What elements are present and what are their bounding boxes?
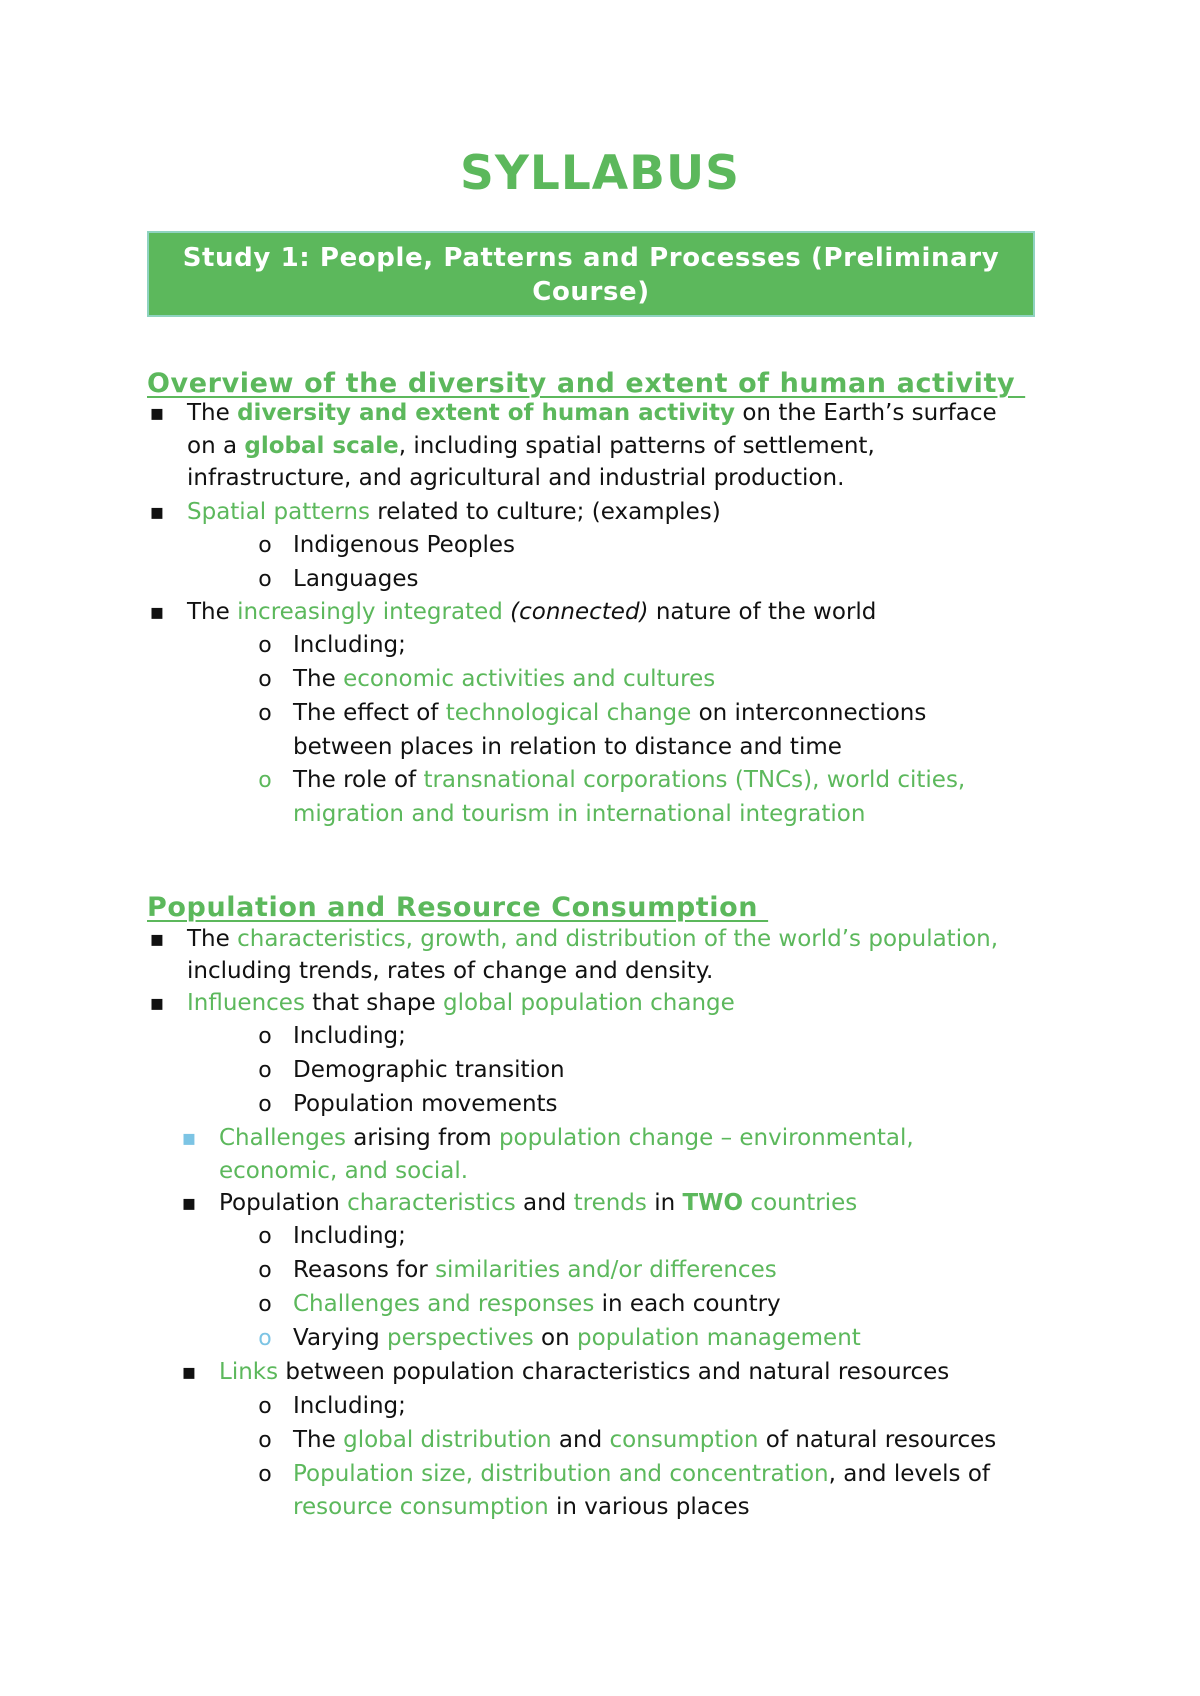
- sub-list-item: o The economic activities and cultures: [293, 663, 715, 696]
- list-item-continuation: including trends, rates of change and density.: [187, 958, 714, 984]
- list-item: ▪ Links between population characteristics and natural resources: [219, 1356, 949, 1389]
- square-bullet-icon: [149, 397, 165, 431]
- sub-list-item-continuation: between places in relation to distance and time: [293, 734, 842, 760]
- circle-bullet-icon: o: [258, 1428, 272, 1453]
- list-item: ▪ Population characteristics and trends in TWO countries: [219, 1187, 857, 1220]
- list-item: ▪ Spatial patterns related to culture; (examples): [187, 496, 721, 529]
- sub-list-item: o Including;: [293, 629, 406, 662]
- page-title: SYLLABUS: [460, 146, 740, 201]
- sub-list-item: o The role of transnational corporations (TNCs), world cities,: [293, 764, 965, 797]
- sub-list-item: o Including;: [293, 1390, 406, 1423]
- sub-list-item: o Population size, distribution and concentration, and levels of: [293, 1458, 990, 1491]
- sub-list-item: o Including;: [293, 1020, 406, 1053]
- list-item: ▪ Challenges arising from population change – environmental,: [219, 1122, 914, 1155]
- list-item: ▪ The characteristics, growth, and distribution of the world’s population,: [187, 923, 998, 956]
- circle-bullet-icon: o: [258, 1394, 272, 1419]
- sub-list-item: o Languages: [293, 563, 419, 596]
- list-item-continuation: economic, and social.: [219, 1158, 469, 1184]
- circle-bullet-icon: o: [258, 1326, 272, 1351]
- list-item: ▪ The increasingly integrated (connected) nature of the world: [187, 596, 876, 629]
- sub-list-item: o Indigenous Peoples: [293, 529, 515, 562]
- list-item-continuation: on a global scale, including spatial patterns of settlement,: [187, 433, 875, 459]
- list-item: ▪ The diversity and extent of human activity on the Earth’s surface: [187, 397, 997, 430]
- list-item-continuation: infrastructure, and agricultural and industrial production.: [187, 465, 845, 491]
- circle-bullet-icon: o: [258, 1058, 272, 1083]
- square-bullet-icon: [181, 1122, 197, 1156]
- sub-list-item-continuation: migration and tourism in international integration: [293, 801, 866, 827]
- sub-list-item: o Varying perspectives on population management: [293, 1322, 861, 1355]
- circle-bullet-icon: o: [258, 1462, 272, 1487]
- circle-bullet-icon: o: [258, 1024, 272, 1049]
- sub-list-item: o Demographic transition: [293, 1054, 565, 1087]
- sub-list-item: o Reasons for similarities and/or differences: [293, 1254, 777, 1287]
- square-bullet-icon: [181, 1356, 197, 1390]
- circle-bullet-icon: o: [258, 1258, 272, 1283]
- circle-bullet-icon: o: [258, 1292, 272, 1317]
- section-heading-population: Population and Resource Consumption: [147, 892, 769, 923]
- sub-list-item: o Challenges and responses in each country: [293, 1288, 781, 1321]
- study-banner: Study 1: People, Patterns and Processes (Preliminary Course): [147, 231, 1035, 317]
- circle-bullet-icon: o: [258, 1224, 272, 1249]
- sub-list-item: o The global distribution and consumption of natural resources: [293, 1424, 996, 1457]
- square-bullet-icon: [149, 923, 165, 957]
- square-bullet-icon: [181, 1187, 197, 1221]
- circle-bullet-icon: o: [258, 667, 272, 692]
- square-bullet-icon: [149, 596, 165, 630]
- circle-bullet-icon: o: [258, 701, 272, 726]
- sub-list-item: o The effect of technological change on interconnections: [293, 697, 926, 730]
- list-item: ▪ Influences that shape global population change: [187, 987, 735, 1020]
- square-bullet-icon: [149, 987, 165, 1021]
- section-heading-overview: Overview of the diversity and extent of human activity: [147, 368, 1026, 399]
- circle-bullet-icon: o: [258, 1092, 272, 1117]
- sub-list-item-continuation: resource consumption in various places: [293, 1494, 750, 1520]
- sub-list-item: o Population movements: [293, 1088, 558, 1121]
- sub-list-item: o Including;: [293, 1220, 406, 1253]
- square-bullet-icon: [149, 496, 165, 530]
- circle-bullet-icon: o: [258, 633, 272, 658]
- circle-bullet-icon: o: [258, 768, 272, 793]
- circle-bullet-icon: o: [258, 533, 272, 558]
- circle-bullet-icon: o: [258, 567, 272, 592]
